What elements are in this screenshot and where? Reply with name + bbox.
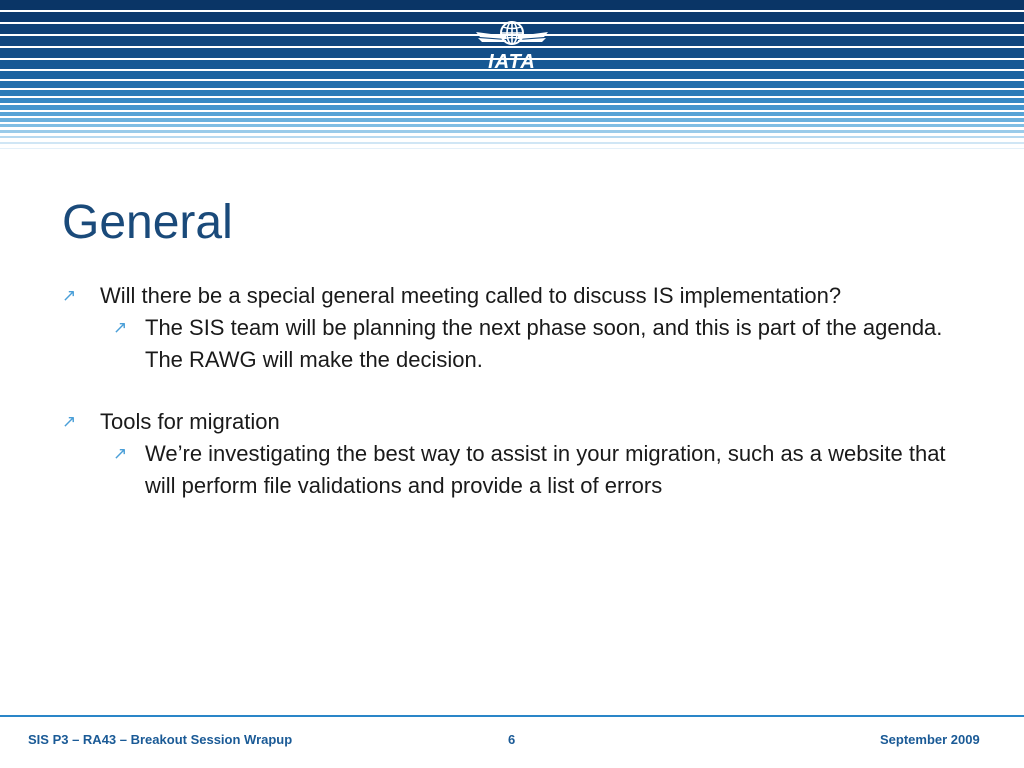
logo-wordmark: IATA xyxy=(488,51,536,73)
footer-divider xyxy=(0,715,1024,717)
slide-title: General xyxy=(62,196,233,249)
footer-date: September 2009 xyxy=(880,732,980,747)
header-banner xyxy=(0,0,1024,150)
arrow-bullet-icon: ↗ xyxy=(113,318,128,337)
arrow-bullet-icon: ↗ xyxy=(62,412,77,431)
bullet-item xyxy=(62,280,982,312)
footer-session-title: SIS P3 – RA43 – Breakout Session Wrapup xyxy=(28,732,293,747)
arrow-bullet-icon: ↗ xyxy=(62,286,77,305)
bullet-text: Tools for migration xyxy=(100,409,280,434)
sub-bullet-item xyxy=(62,312,982,376)
bullet-item xyxy=(62,406,982,438)
globe-wings-icon xyxy=(472,18,552,52)
sub-bullet-text: We’re investigating the best way to assist in your migration, such as a website that will perform file validations and provide a list of errors xyxy=(145,441,946,498)
slide-content xyxy=(62,280,982,502)
iata-logo xyxy=(472,18,552,76)
page-number: 6 xyxy=(508,732,516,747)
sub-bullet-text: The SIS team will be planning the next phase soon, and this is part of the agenda. The RAWG will make the decision. xyxy=(145,315,943,372)
bullet-text: Will there be a special general meeting called to discuss IS implementation? xyxy=(100,283,842,308)
sub-bullet-item xyxy=(62,438,982,502)
arrow-bullet-icon: ↗ xyxy=(113,444,128,463)
